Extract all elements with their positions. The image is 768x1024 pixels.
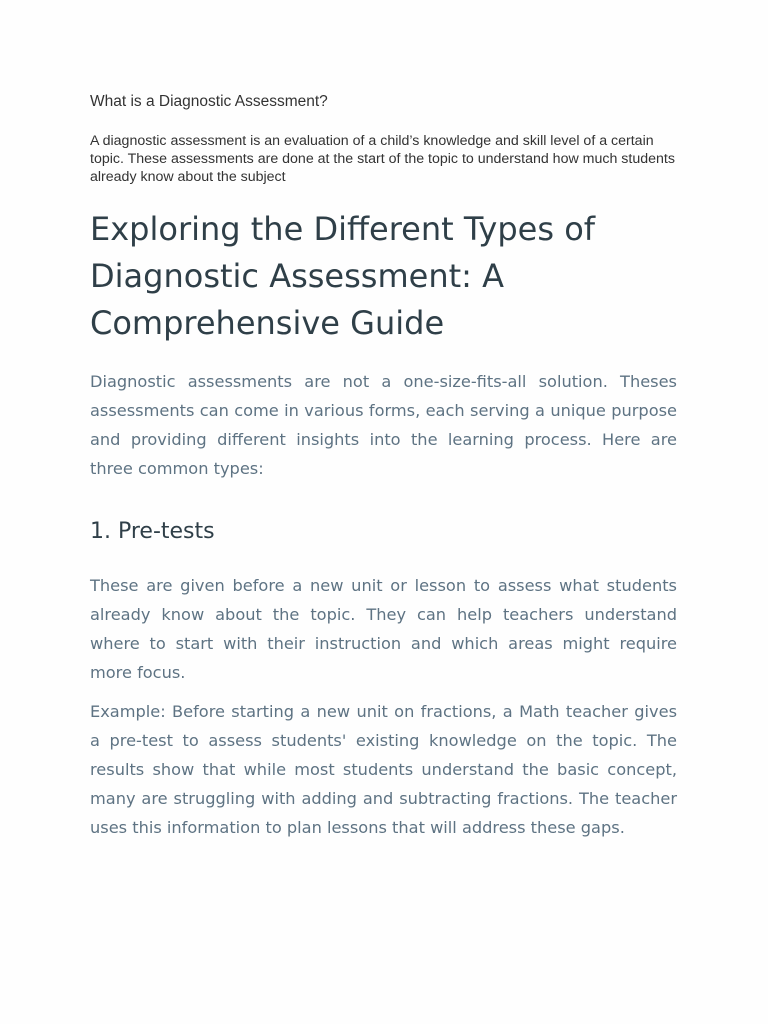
pre-tests-example-paragraph: Example: Before starting a new unit on fractions, a Math teacher gives a pre-test to assess students' existing knowledge on the topic. The results show that while most students understand the basic concept, many are struggling with adding and subtracting fractions. The teacher uses this information to plan lessons that will address these gaps. bbox=[90, 702, 677, 837]
article-title: Exploring the Different Types of Diagnostic Assessment: A Comprehensive Guide bbox=[90, 210, 596, 342]
section-heading-pre-tests: 1. Pre-tests bbox=[90, 519, 215, 544]
intro-heading: What is a Diagnostic Assessment? bbox=[90, 93, 328, 110]
lead-paragraph: Diagnostic assessments are not a one-size-fits-all solution. Theses assessments can come in various forms, each serving a unique purpose and providing different insights into the learning process. Here are three common types: bbox=[90, 372, 677, 478]
intro-paragraph: A diagnostic assessment is an evaluation of a child’s knowledge and skill level of a certain topic. These assessments are done at the start of the topic to understand how much students already know about the subject bbox=[90, 133, 675, 185]
pre-tests-paragraph: These are given before a new unit or lesson to assess what students already know about the topic. They can help teachers understand where to start with their instruction and which areas might require more focus. bbox=[90, 576, 677, 682]
